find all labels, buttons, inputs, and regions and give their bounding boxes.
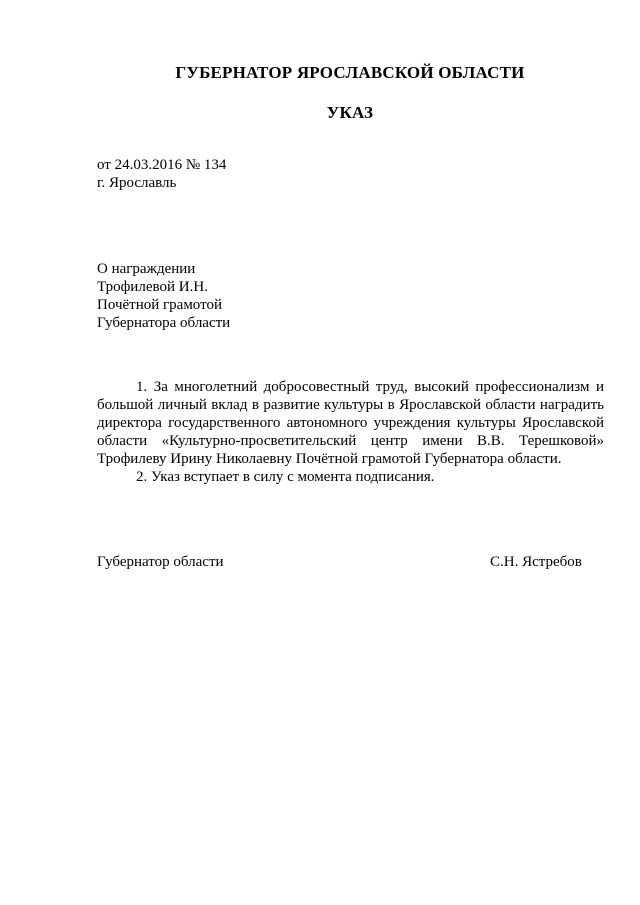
signatory-name: С.Н. Ястребов: [490, 554, 582, 570]
decree-subject: [97, 260, 230, 332]
subject-line: Губернатора области: [97, 315, 231, 331]
decree-paragraph: 1. За многолетний добросовестный труд, высокий профессионализм и большой личный вклад в развитие культуры в Ярославской области наградить директора государственного автономного учреждения культуры Ярославской области «Культурно-просветительский центр имени В.В. Терешковой» Трофилеву Ирину Николаевну Почётной грамотой Губернатора области.: [97, 379, 604, 467]
subject-line: Почётной грамотой: [97, 297, 222, 313]
governor-title: ГУБЕРНАТОР ЯРОСЛАВСКОЙ ОБЛАСТИ: [175, 63, 525, 82]
decree-paragraph: 2. Указ вступает в силу с момента подписания.: [136, 469, 435, 485]
signatory-position: Губернатор области: [97, 554, 224, 570]
subject-line: О награждении: [97, 261, 196, 277]
subject-line: Трофилевой И.Н.: [97, 279, 208, 295]
decree-date-number: от 24.03.2016 № 134: [97, 157, 227, 173]
decree-body: [97, 378, 604, 486]
decree-city: г. Ярославль: [97, 175, 177, 191]
decree-heading: УКАЗ: [326, 103, 374, 122]
decree-meta: [97, 156, 226, 192]
